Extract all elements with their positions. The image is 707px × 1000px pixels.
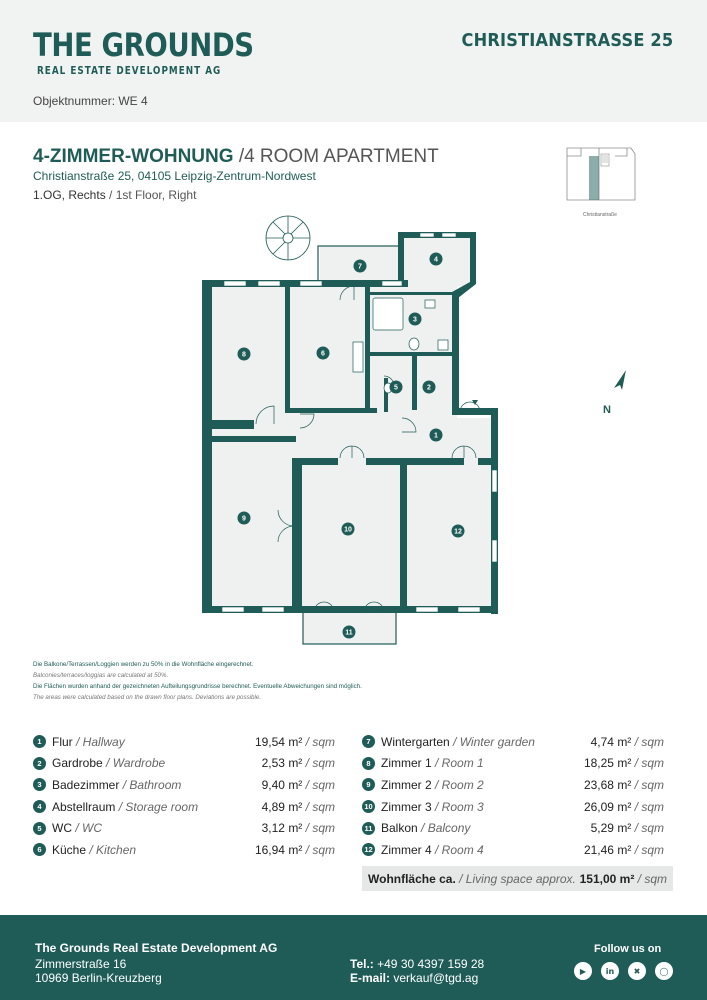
north-arrow-icon bbox=[600, 368, 640, 418]
room-number: 8 bbox=[362, 757, 375, 770]
room-name: Zimmer 3 bbox=[381, 799, 432, 814]
room-unit: / sqm bbox=[305, 821, 335, 836]
phone-number[interactable]: +49 30 4397 159 28 bbox=[377, 957, 485, 971]
note-calc-de: Die Flächen wurden anhand der gezeichneten Aufteilungsgrundrisse berechnet. Eventuelle Abweichungen sind möglich. bbox=[33, 683, 362, 690]
floor-info bbox=[33, 188, 196, 202]
room-area: 16,94 m² bbox=[254, 842, 303, 857]
room-marker-9: 9 bbox=[242, 515, 246, 523]
total-label: Wohnfläche ca. bbox=[368, 871, 456, 886]
room-area: 23,68 m² bbox=[583, 777, 632, 792]
room-row bbox=[362, 774, 664, 796]
total-label-en: / Living space approx. bbox=[459, 871, 576, 886]
room-name: Gardrobe bbox=[52, 756, 103, 771]
north-label: N bbox=[603, 404, 611, 416]
room-unit: / sqm bbox=[634, 777, 664, 792]
room-row bbox=[33, 731, 335, 753]
room-name-en: / Room 1 bbox=[435, 756, 484, 771]
apartment-title bbox=[33, 146, 439, 168]
footer-email bbox=[350, 971, 478, 985]
room-unit: / sqm bbox=[634, 756, 664, 771]
room-marker-1: 1 bbox=[434, 432, 438, 440]
room-name-en: / Bathroom bbox=[122, 777, 182, 792]
room-unit: / sqm bbox=[305, 777, 335, 792]
title-de: 4-ZIMMER-WOHNUNG bbox=[33, 146, 234, 167]
room-number: 3 bbox=[33, 778, 46, 791]
footer-company: The Grounds Real Estate Development AG bbox=[35, 941, 278, 955]
footer bbox=[0, 915, 707, 1000]
room-unit: / sqm bbox=[305, 734, 335, 749]
room-row bbox=[33, 817, 335, 839]
social-links bbox=[574, 962, 673, 980]
room-row bbox=[362, 817, 664, 839]
linkedin-icon[interactable]: in bbox=[601, 962, 619, 980]
room-marker-7: 7 bbox=[358, 263, 362, 271]
phone-label: Tel.: bbox=[350, 957, 374, 971]
living-space-total bbox=[362, 866, 673, 891]
room-marker-2: 2 bbox=[427, 384, 431, 392]
floor-en: / 1st Floor, Right bbox=[109, 188, 197, 202]
room-row bbox=[33, 753, 335, 775]
room-name-en: / WC bbox=[75, 821, 103, 836]
room-name-en: / Winter garden bbox=[453, 734, 535, 749]
youtube-icon[interactable]: ▶ bbox=[574, 962, 592, 980]
room-marker-5: 5 bbox=[394, 384, 398, 392]
room-row bbox=[362, 731, 664, 753]
room-area: 26,09 m² bbox=[583, 799, 632, 814]
total-value: 151,00 m² bbox=[579, 871, 635, 886]
room-number: 10 bbox=[362, 800, 375, 813]
room-number: 9 bbox=[362, 778, 375, 791]
title-en: /4 ROOM APARTMENT bbox=[238, 146, 439, 167]
room-name: Zimmer 2 bbox=[381, 777, 432, 792]
room-area: 18,25 m² bbox=[583, 756, 632, 771]
room-area: 4,89 m² bbox=[261, 799, 303, 814]
room-area: 3,12 m² bbox=[261, 821, 303, 836]
object-number: Objektnummer: WE 4 bbox=[33, 94, 148, 108]
room-number: 11 bbox=[362, 822, 375, 835]
room-number: 7 bbox=[362, 735, 375, 748]
xing-icon[interactable]: ✖ bbox=[628, 962, 646, 980]
room-name-en: / Storage room bbox=[118, 799, 199, 814]
room-name-en: / Room 2 bbox=[435, 777, 484, 792]
room-number: 12 bbox=[362, 843, 375, 856]
room-name: Wintergarten bbox=[381, 734, 450, 749]
note-calc-en: The areas were calculated based on the drawn floor plans. Deviations are possible. bbox=[33, 694, 262, 701]
room-unit: / sqm bbox=[634, 821, 664, 836]
room-area: 2,53 m² bbox=[261, 756, 303, 771]
room-name-en: / Hallway bbox=[76, 734, 125, 749]
room-number: 6 bbox=[33, 843, 46, 856]
header bbox=[0, 0, 707, 122]
mini-street-label: Christianstraße bbox=[583, 212, 617, 218]
room-marker-3: 3 bbox=[413, 316, 417, 324]
total-unit: / sqm bbox=[637, 871, 667, 886]
room-name: Küche bbox=[52, 842, 87, 857]
site-plan-thumbnail bbox=[553, 142, 643, 220]
note-balcony-en: Balconies/terraces/loggias are calculated at 50%. bbox=[33, 672, 169, 679]
room-unit: / sqm bbox=[305, 799, 335, 814]
room-name-en: / Balcony bbox=[421, 821, 471, 836]
room-name-en: / Room 3 bbox=[435, 799, 484, 814]
room-number: 1 bbox=[33, 735, 46, 748]
room-name-en: / Room 4 bbox=[435, 842, 484, 857]
logo-subtitle: REAL ESTATE DEVELOPMENT AG bbox=[37, 65, 222, 77]
follow-us-label: Follow us on bbox=[594, 943, 662, 955]
room-name: WC bbox=[52, 821, 72, 836]
room-name: Badezimmer bbox=[52, 777, 120, 792]
room-marker-10: 10 bbox=[344, 526, 352, 534]
room-area: 9,40 m² bbox=[261, 777, 303, 792]
room-name: Zimmer 4 bbox=[381, 842, 432, 857]
room-name-en: / Wardrobe bbox=[106, 756, 166, 771]
footer-phone bbox=[350, 957, 484, 971]
apartment-address: Christianstraße 25, 04105 Leipzig-Zentrum-Nordwest bbox=[33, 169, 316, 183]
room-unit: / sqm bbox=[634, 842, 664, 857]
room-name: Flur bbox=[52, 734, 73, 749]
footer-street: Zimmerstraße 16 bbox=[35, 957, 127, 971]
room-area: 19,54 m² bbox=[254, 734, 303, 749]
room-list-left bbox=[33, 731, 335, 861]
instagram-icon[interactable]: ◯ bbox=[655, 962, 673, 980]
room-number: 2 bbox=[33, 757, 46, 770]
room-name: Zimmer 1 bbox=[381, 756, 432, 771]
floor-de: 1.OG, Rechts bbox=[33, 188, 106, 202]
room-row bbox=[362, 753, 664, 775]
room-unit: / sqm bbox=[305, 842, 335, 857]
room-marker-8: 8 bbox=[242, 351, 246, 359]
room-area: 5,29 m² bbox=[590, 821, 632, 836]
room-row bbox=[33, 796, 335, 818]
room-row bbox=[33, 839, 335, 861]
email-label: E-mail: bbox=[350, 971, 391, 985]
logo-title: THE GROUNDS bbox=[33, 26, 254, 64]
room-number: 5 bbox=[33, 822, 46, 835]
room-row bbox=[362, 796, 664, 818]
street-heading: CHRISTIANSTRASSE 25 bbox=[461, 30, 673, 51]
footer-city: 10969 Berlin-Kreuzberg bbox=[35, 971, 162, 985]
note-balcony-de: Die Balkone/Terrassen/Loggien werden zu 50% in die Wohnfläche eingerechnet. bbox=[33, 661, 254, 668]
room-marker-6: 6 bbox=[321, 350, 325, 358]
room-marker-4: 4 bbox=[434, 256, 438, 264]
room-name: Abstellraum bbox=[52, 799, 116, 814]
room-row bbox=[33, 774, 335, 796]
room-unit: / sqm bbox=[305, 756, 335, 771]
room-list-right bbox=[362, 731, 664, 861]
room-area: 4,74 m² bbox=[590, 734, 632, 749]
room-unit: / sqm bbox=[634, 734, 664, 749]
room-number: 4 bbox=[33, 800, 46, 813]
email-address[interactable]: verkauf@tgd.ag bbox=[393, 971, 479, 985]
room-marker-12: 12 bbox=[454, 528, 462, 536]
room-row bbox=[362, 839, 664, 861]
room-name: Balkon bbox=[381, 821, 418, 836]
room-name-en: / Kitchen bbox=[89, 842, 137, 857]
room-unit: / sqm bbox=[634, 799, 664, 814]
room-area: 21,46 m² bbox=[583, 842, 632, 857]
area-notes bbox=[33, 659, 533, 703]
floor-plan bbox=[200, 210, 500, 650]
room-marker-11: 11 bbox=[345, 629, 353, 637]
